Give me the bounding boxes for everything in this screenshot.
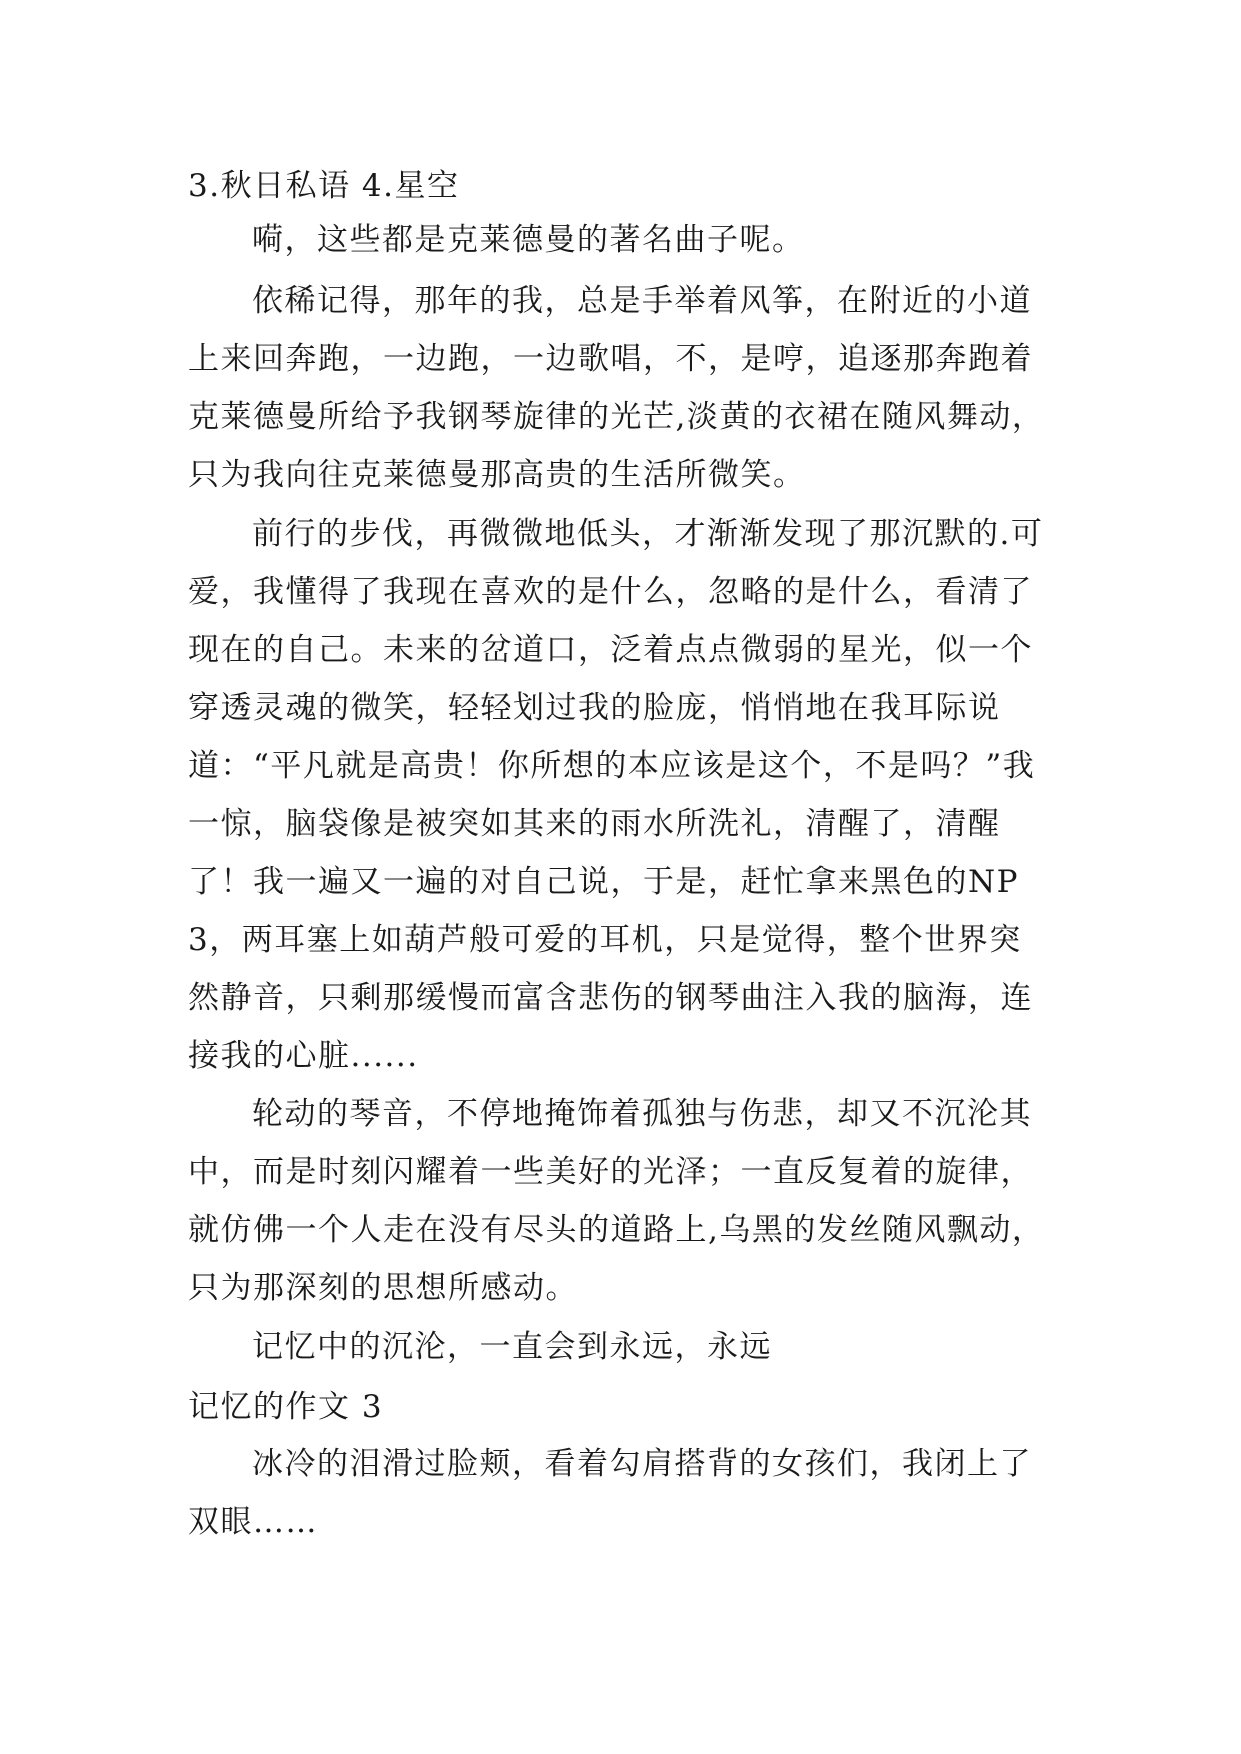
song-list-line: 3.秋日私语 4.星空	[188, 168, 460, 204]
section-title: 记忆的作文 3	[188, 1389, 384, 1425]
paragraph-3: 前行的步伐，再微微地低头，才渐渐发现了那沉默的.可爱，我懂得了我现在喜欢的是什么，忽略的是什么，看清了现在的自己。未来的岔道口，泛着点点微弱的星光，似一个穿透灵魂的微笑，轻轻划过我的脸庞，悄悄地在我耳际说道：“平凡就是高贵！你所想的本应该是这个，不是吗？”我一惊，脑袋像是被突如其来的雨水所洗礼，清醒了，清醒了！我一遍又一遍的对自己说，于是，赶忙拿来黑色的NP3，两耳塞上如葫芦般可爱的耳机，只是觉得，整个世界突然静音，只剩那缓慢而富含悲伤的钢琴曲注入我的脑海，连接我的心脏......	[188, 516, 1044, 1074]
paragraph-4: 轮动的琴音，不停地掩饰着孤独与伤悲，却又不沉沦其中，而是时刻闪耀着一些美好的光泽；一直反复着的旋律，就仿佛一个人走在没有尽头的道路上,乌黑的发丝随风飘动，只为那深刻的思想所感动。	[188, 1096, 1045, 1306]
paragraph-2: 依稀记得，那年的我，总是手举着风筝，在附近的小道上来回奔跑，一边跑，一边歌唱，不，是哼，追逐那奔跑着克莱德曼所给予我钢琴旋律的光芒,淡黄的衣裙在随风舞动，只为我向往克莱德曼那高贵的生活所微笑。	[188, 283, 1045, 493]
paragraph-5: 记忆中的沉沦，一直会到永远，永远	[252, 1329, 772, 1365]
paragraph-1: 嗬，这些都是克莱德曼的著名曲子呢。	[252, 222, 805, 258]
section-paragraph-1: 冰冷的泪滑过脸颊，看着勾肩搭背的女孩们，我闭上了双眼……	[188, 1446, 1032, 1540]
